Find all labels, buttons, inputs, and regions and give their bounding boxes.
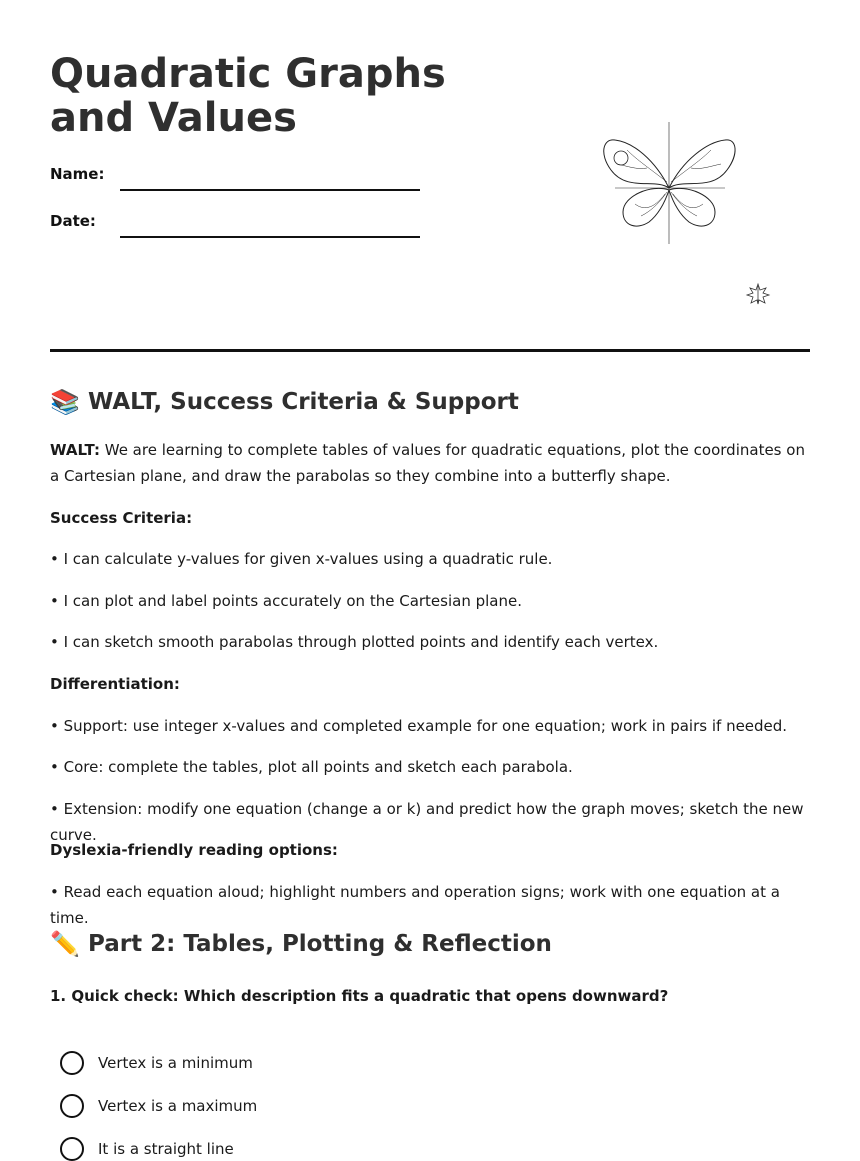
butterfly-graph-image: [597, 120, 745, 246]
question-1: 1. Quick check: Which description fits a quadratic that opens downward?: [50, 987, 669, 1005]
option-label: Vertex is a minimum: [98, 1054, 253, 1072]
success-criteria-label: Success Criteria:: [50, 509, 193, 527]
date-field: [50, 212, 420, 230]
page-title: Quadratic Graphs and Values: [50, 51, 446, 141]
date-input-line[interactable]: [120, 236, 420, 238]
date-label: Date:: [50, 212, 96, 230]
success-item: • I can plot and label points accurately on the Cartesian plane.: [50, 592, 522, 610]
option-vertex-minimum[interactable]: [60, 1051, 253, 1075]
option-vertex-maximum[interactable]: [60, 1094, 257, 1118]
option-straight-line[interactable]: [60, 1137, 234, 1161]
walt-paragraph: [50, 437, 810, 489]
differentiation-item: • Core: complete the tables, plot all points and sketch each parabola.: [50, 758, 573, 776]
pencil-icon: ✏️: [50, 930, 80, 958]
radio-button[interactable]: [60, 1051, 84, 1075]
dyslexia-label: Dyslexia-friendly reading options:: [50, 841, 338, 859]
success-item: • I can sketch smooth parabolas through plotted points and identify each vertex.: [50, 633, 659, 651]
header-divider: [50, 349, 810, 352]
section-heading-text: WALT, Success Criteria & Support: [88, 389, 519, 415]
leaf-icon: [745, 282, 771, 306]
radio-button[interactable]: [60, 1094, 84, 1118]
name-input-line[interactable]: [120, 189, 420, 191]
dyslexia-item: • Read each equation aloud; highlight numbers and operation signs; work with one equation at a time.: [50, 883, 780, 927]
walt-label: WALT:: [50, 441, 100, 459]
success-item: • I can calculate y-values for given x-values using a quadratic rule.: [50, 550, 553, 568]
section-heading-part2: [50, 930, 552, 958]
option-label: Vertex is a maximum: [98, 1097, 258, 1115]
name-label: Name:: [50, 165, 105, 183]
differentiation-item: • Support: use integer x-values and completed example for one equation; work in pairs if needed.: [50, 717, 788, 735]
walt-text: We are learning to complete tables of values for quadratic equations, plot the coordinates on a Cartesian plane, and draw the parabolas so they combine into a butterfly shape.: [50, 441, 805, 485]
option-label: It is a straight line: [98, 1140, 234, 1158]
differentiation-label: Differentiation:: [50, 675, 180, 693]
differentiation-item: • Extension: modify one equation (change a or k) and predict how the graph moves; sketch the new curve.: [50, 800, 804, 844]
section-heading-walt: [50, 388, 519, 416]
section-heading-text: Part 2: Tables, Plotting & Reflection: [88, 931, 552, 957]
name-field: [50, 165, 420, 183]
radio-button[interactable]: [60, 1137, 84, 1161]
books-icon: 📚: [50, 388, 80, 416]
